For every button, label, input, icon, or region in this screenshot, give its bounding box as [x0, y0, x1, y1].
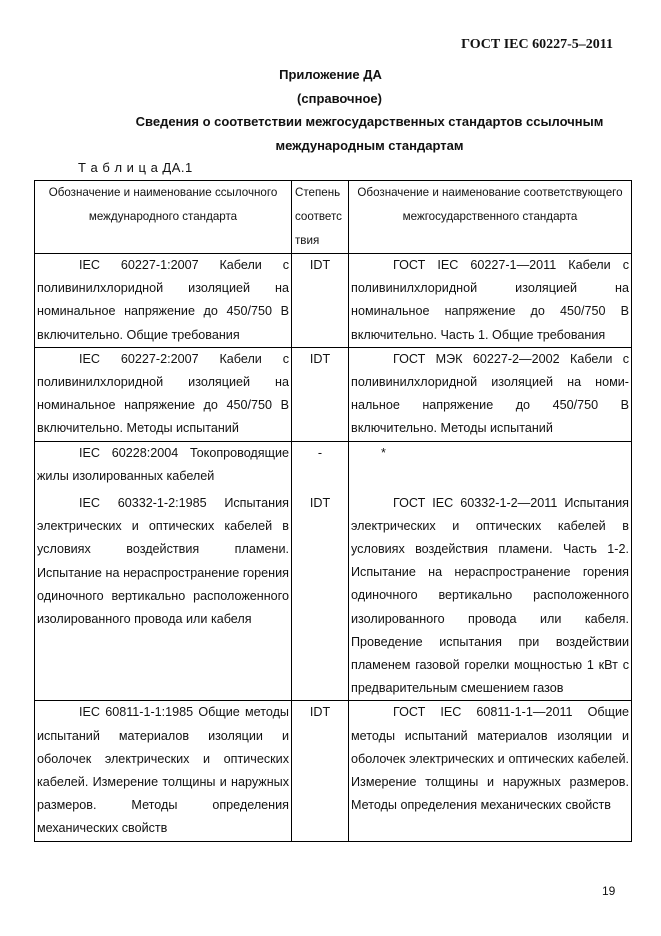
- standards-correspondence-table: [34, 180, 632, 842]
- international-standards-group-cell: [35, 441, 292, 701]
- interstate-standard-cell: ГОСТ IEC 60811-1-1—2011 Общие методы испытаний материалов изоляции и оболочек электрических и оптических кабелей. Измерение толщины и наружных размеров. Методы определения механических свойств: [349, 701, 632, 841]
- interstate-standard-entry: *: [381, 445, 386, 460]
- appendix-title: Приложение ДА: [279, 67, 382, 82]
- interstate-standard-cell: ГОСТ МЭК 60227-2—2002 Кабели с поливинилхлоридной изоляцией на номи-нальное напряжение до 450/750 В включительно. Методы испытаний: [349, 347, 632, 441]
- table-row: [35, 254, 632, 348]
- table-row: [35, 701, 632, 841]
- international-standard-cell: IEC 60227-1:2007 Кабели с поливинилхлоридной изоляцией на номинальное напряжение до 450/750 В включительно. Общие требования: [35, 254, 292, 348]
- degree-group-cell: [292, 441, 349, 701]
- table-row: [35, 441, 632, 701]
- degree-entry: IDT: [309, 495, 331, 510]
- international-standard-cell: IEC 60227-2:2007 Кабели с поливинилхлоридной изоляцией на номинальное напряжение до 450/750 В включительно. Методы испытаний: [35, 347, 292, 441]
- header-interstate-standard: Обозначение и наименование соответствующего межгосударственного стандарта: [349, 181, 632, 254]
- international-standard-entry: IEC 60228:2004 Токопроводящие жилы изолированных кабелей: [37, 445, 289, 483]
- degree-entry: -: [317, 445, 323, 460]
- degree-cell: IDT: [292, 347, 349, 441]
- table-row: [35, 347, 632, 441]
- appendix-heading-line1: Сведения о соответствии межгосударственных стандартов ссылочным: [135, 114, 604, 129]
- header-international-standard: Обозначение и наименование ссылочного международного стандарта: [35, 181, 292, 254]
- degree-cell: IDT: [292, 701, 349, 841]
- appendix-heading-line2: международным стандартам: [275, 138, 464, 153]
- table-caption: Т а б л и ц а ДА.1: [78, 160, 193, 175]
- interstate-standard-cell: ГОСТ IEC 60227-1—2011 Кабели с поливинилхлоридной изоляцией на номинальное напряжение до 450/750 В включительно. Часть 1. Общие требования: [349, 254, 632, 348]
- degree-cell: IDT: [292, 254, 349, 348]
- document-code: ГОСТ IEC 60227-5–2011: [461, 37, 613, 52]
- international-standard-entry: IEC 60332-1-2:1985 Испытания электрических и оптических кабелей в условиях воздействия пламени. Испытание на нераспространение горения одиночного вертикально расположенного изолированного провода или кабеля: [37, 496, 289, 627]
- page-number: 19: [602, 884, 616, 898]
- interstate-standards-group-cell: [349, 441, 632, 701]
- table-header-row: [35, 181, 632, 254]
- appendix-subtitle: (справочное): [297, 91, 382, 106]
- header-degree: Степень соответс твия: [292, 181, 349, 254]
- interstate-standard-entry: ГОСТ IEC 60332-1-2—2011 Испытания электрических и оптических кабелей в условиях воздействия пламени. Часть 1-2. Испытание на нераспространение горения одиночного вертикально расположенного изолированного провода или кабеля. Проведение испытания при воздействии пламенем газовой горелки мощностью 1 кВт с предварительным смешением газов: [351, 495, 629, 696]
- international-standard-cell: IEC 60811-1-1:1985 Общие методы испытаний материалов изоляции и оболочек электрических и оптических кабелей. Измерение толщины и наружных размеров. Методы определения механических свойств: [35, 701, 292, 841]
